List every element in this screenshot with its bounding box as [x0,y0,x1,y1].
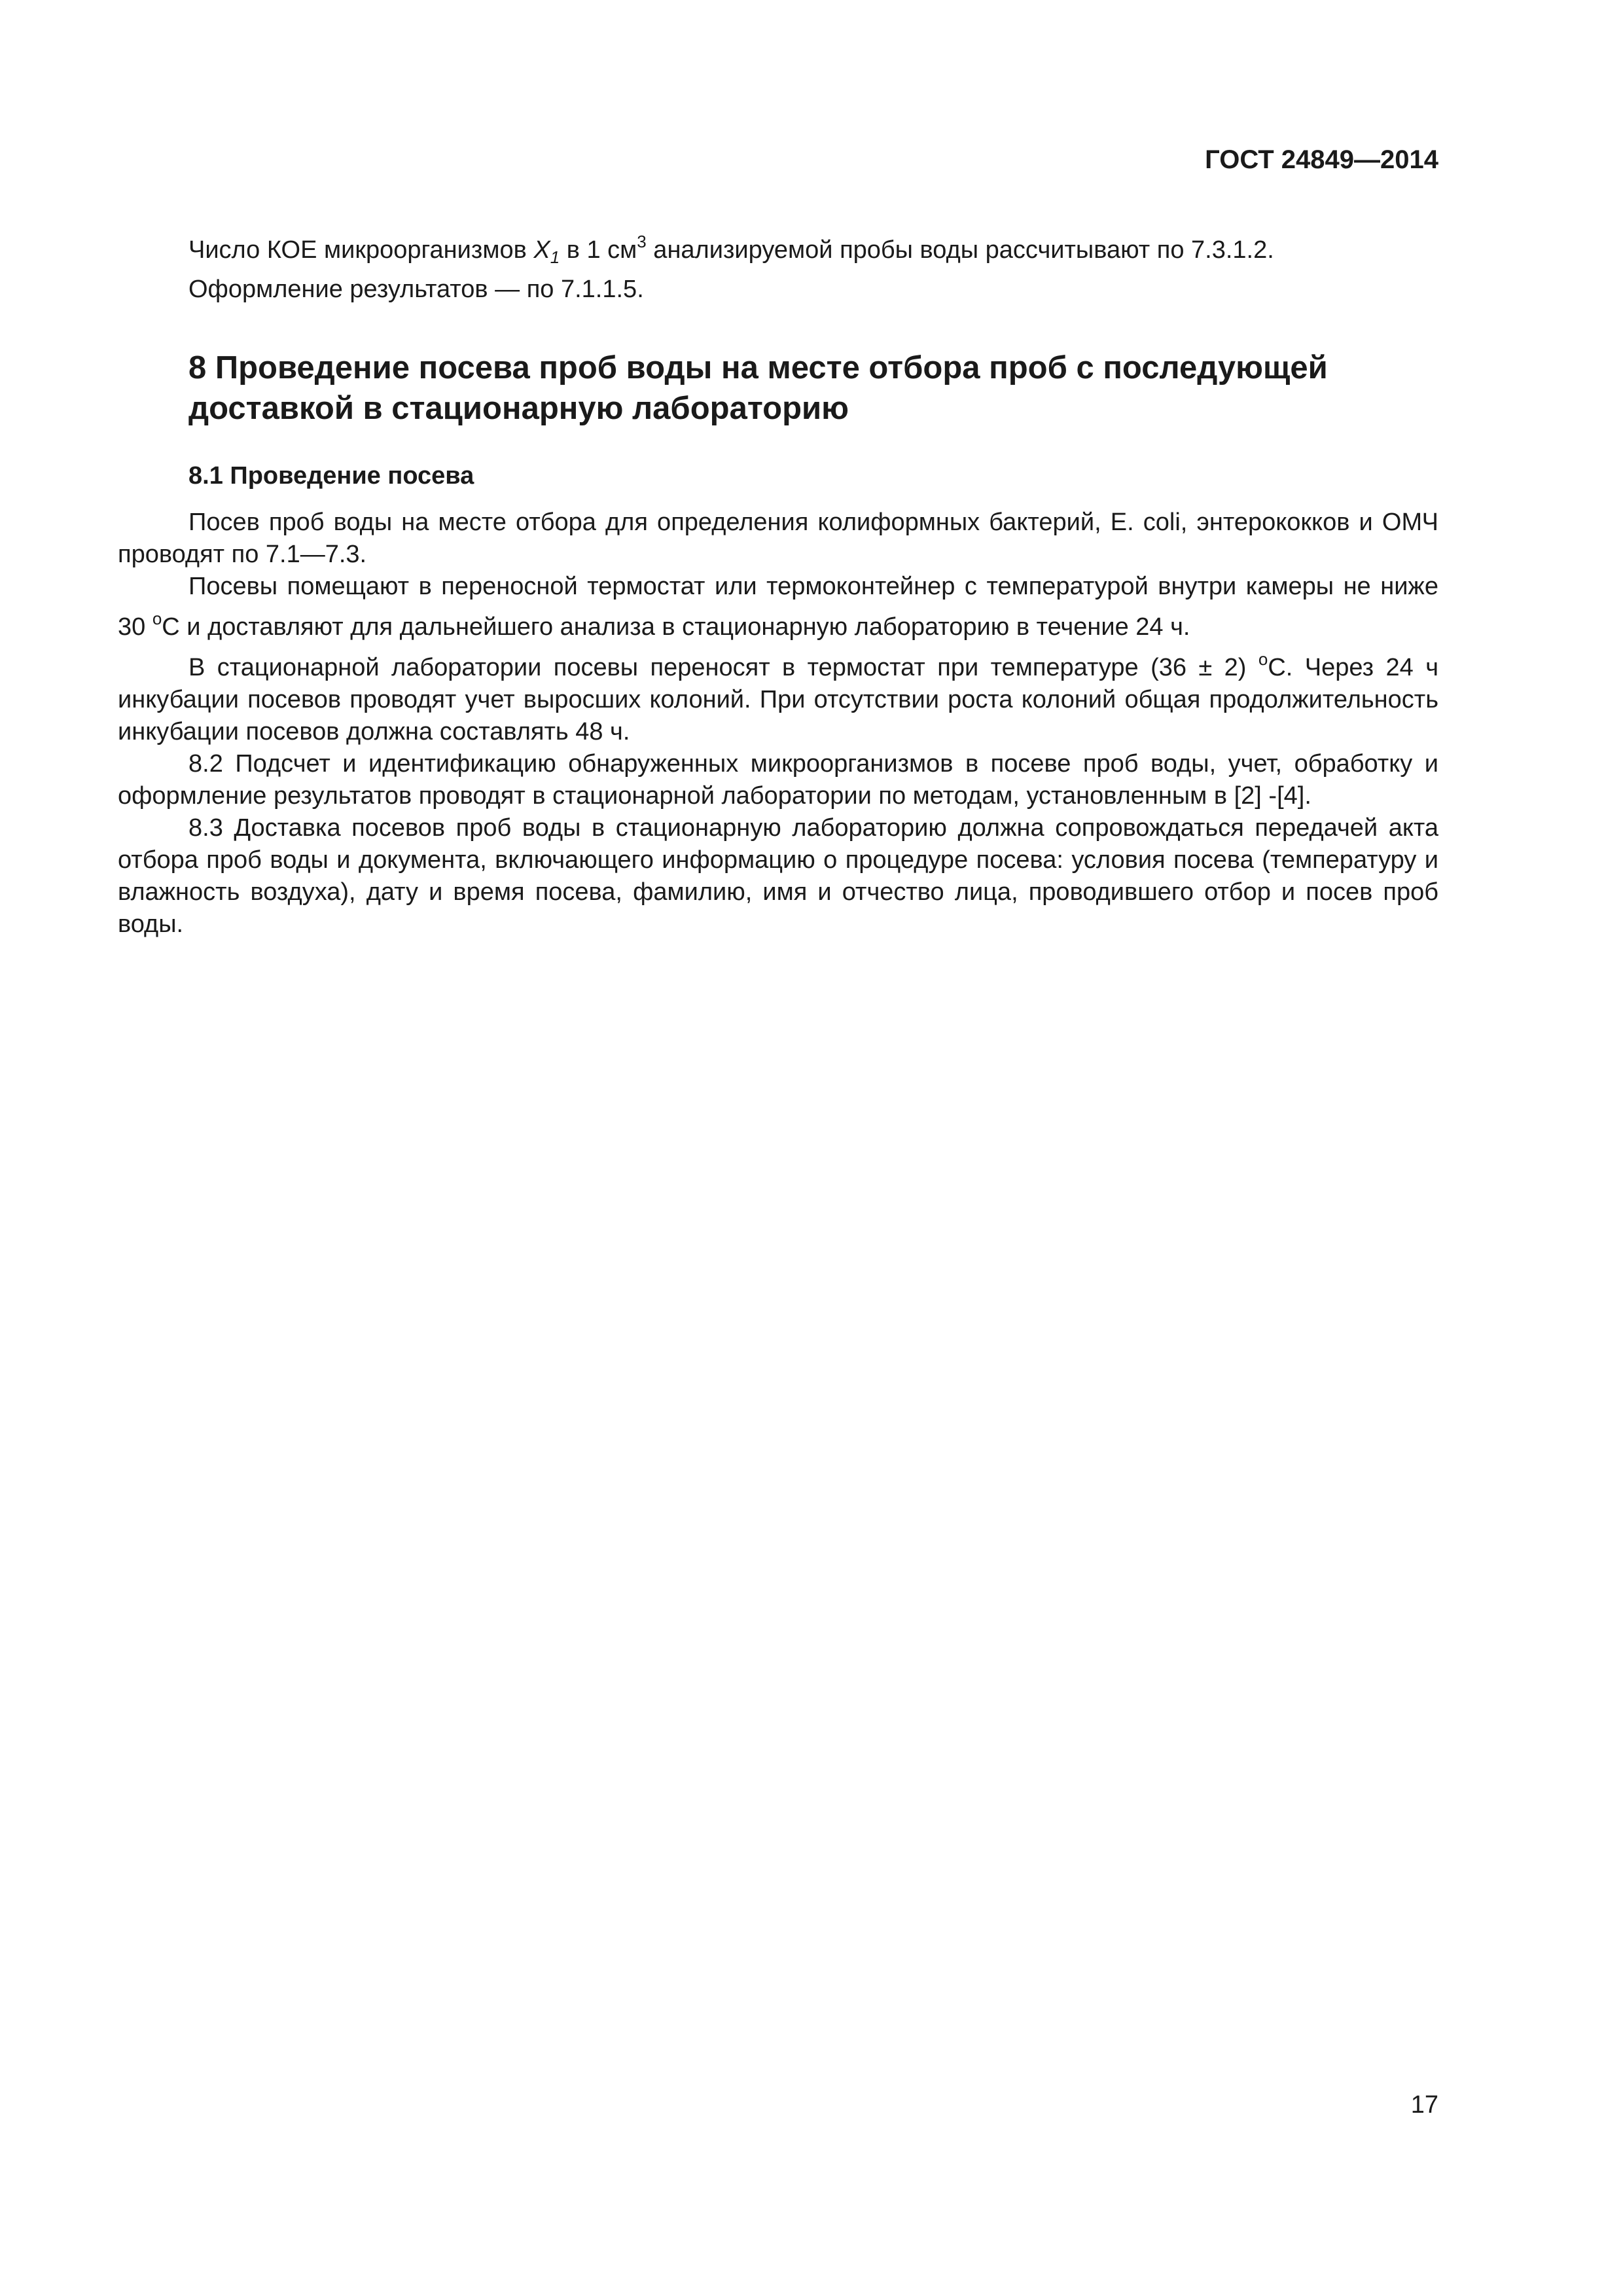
standard-designation: ГОСТ 24849—2014 [1205,145,1438,174]
paragraph-8-2: 8.2 Подсчет и идентификацию обнаруженных микроорганизмов в посеве проб воды, учет, обработку и оформление результатов проводят в стационарной лаборатории по методам, установленным в [2] -[4]. [118,750,1438,810]
paragraph-8-1-c-text-b: С. Через 24 ч инкубации посевов проводят учет выросших колоний. При отсутствии роста колоний общая продолжительность инкубации посевов должна составлять 48 ч. [118,654,1438,745]
page-number: 17 [1410,2091,1438,2119]
page-content [118,226,1438,941]
degree-superscript: о [1258,649,1268,669]
intro-text-c: анализируемой пробы воды рассчитывают по 7.3.1.2. [646,236,1274,264]
variable-subscript: 1 [550,247,560,267]
paragraph-8-1-c-text-a: В стационарной лаборатории посевы переносят в термостат при температуре (36 ± 2) [188,654,1258,681]
intro-paragraph-1 [118,226,1438,274]
unit-superscript: 3 [637,232,647,251]
paragraph-8-1-b [118,571,1438,643]
subsection-8-1-title: 8.1 Проведение посева [188,462,474,490]
degree-superscript: о [152,609,162,628]
intro-text-b: в 1 см [560,236,637,264]
paragraph-8-1-a: Посев проб воды на месте отбора для определения колиформных бактерий, E. coli, энтерококков и ОМЧ проводят по 7.1—7.3. [118,509,1438,568]
variable-x: X [533,236,550,264]
paragraph-8-3: 8.3 Доставка посевов проб воды в стационарную лабораторию должна сопровождаться передачей акта отбора проб воды и документа, включающего информацию о процедуре посева: условия посева (температуру и влажность воздуха), дату и время посева, фамилию, имя и отчество лица, проводившего отбор и посев проб воды. [118,814,1438,938]
intro-paragraph-2: Оформление результатов — по 7.1.1.5. [188,276,644,303]
paragraph-8-1-c [118,643,1438,748]
paragraph-8-1-b-text-a: Посевы помещают в переносной термостат или термоконтейнер с температурой внутри камеры не ниже 30 [118,573,1438,641]
paragraph-8-1-b-text-b: С и доставляют для дальнейшего анализа в стационарную лабораторию в течение 24 ч. [162,613,1190,641]
intro-text-a: Число КОЕ микроорганизмов [188,236,534,264]
section-8-title: 8 Проведение посева проб воды на месте отбора проб с последующей доставкой в стационарную лабораторию [188,350,1328,426]
